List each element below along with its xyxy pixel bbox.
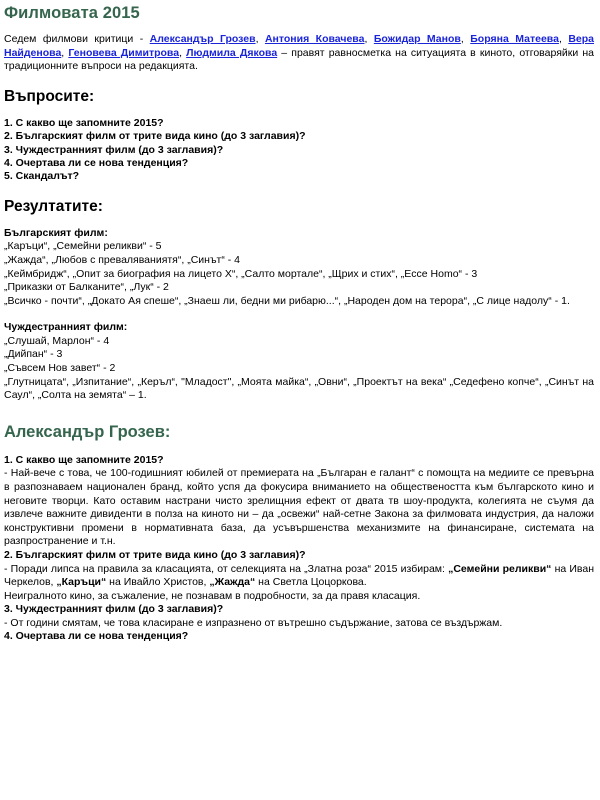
critic-qa-list: [4, 454, 594, 644]
bulgarian-film-line: „Каръци“, „Семейни реликви“ - 5: [4, 240, 162, 253]
questions-list: [4, 117, 594, 184]
critic-answer: [4, 563, 594, 590]
critic-link[interactable]: Людмила Дякова: [186, 46, 278, 59]
answer-text: - Най-вече с това, че 100-годишният юбилей от премиерата на „Българан е галант“ с помощта на медиите се превърна в разпознаваем национален бранд, който успя да фокусира вниманието на обществеността към българското кино и неговите творци. Като оставим настрани чисто зрелищния ефект от двата тв шоу-продукта, колегията не съумя да извлече важните дивиденти в полза на киното ни – да „освежи“ най-сетне Закона за филмовата индустрия, да наложи конструктивни промени в нормативната база, да усъвършенства механизмите на финансиране, системата на разпространение и т.н.: [4, 467, 594, 548]
foreign-film-line: „Глутницата“, „Изпитание“, „Керъл“, "Младост", „Моята майка“, „Овни“, „Проектът на века“ „Седефено копче“, „Синът на Саул“, „Солта на земята“ – 1.: [4, 375, 594, 402]
critic-question: 2. Българският филм от трите вида кино (до 3 заглавия)?: [4, 548, 306, 561]
critic-heading: Александър Грозев:: [4, 422, 171, 441]
foreign-film-line: „Съвсем Нов завет“ - 2: [4, 361, 116, 374]
page-title: Филмовата 2015: [4, 4, 140, 22]
critic-answer-extra: Неигралното кино, за съжаление, не познавам в подробности, за да правя класация.: [4, 589, 421, 602]
intro-paragraph: [4, 33, 594, 74]
film-title: „Семейни реликви“: [448, 562, 552, 575]
answer-text: на Светла Цоцоркова.: [255, 576, 367, 589]
question-item: 3. Чуждестранният филм (до 3 заглавия)?: [4, 143, 224, 156]
bulgarian-films-list: [4, 240, 594, 308]
bulgarian-film-line: „Жажда“, „Любов с преваляваниятя“, „Синът“ - 4: [4, 253, 240, 266]
link-separator: ,: [61, 46, 69, 59]
question-item: 5. Скандалът?: [4, 170, 80, 183]
critic-question: 1. С какво ще запомните 2015?: [4, 453, 164, 466]
bulgarian-film-line: „Приказки от Балканите“, „Лук“ - 2: [4, 281, 169, 294]
bulgarian-film-line: „Кеймбридж“, „Опит за биография на лицето Х“, „Салто мортале“, „Щрих и стих“, „Ecce Homo“ - 3: [4, 267, 478, 280]
bulgarian-films-block: [4, 227, 594, 308]
questions-heading: Въпросите:: [4, 87, 95, 105]
question-item: 4. Очертава ли се нова тенденция?: [4, 157, 189, 169]
intro-lead: Седем филмови критици -: [4, 33, 150, 45]
critic-question: 4. Очертава ли се нова тенденция?: [4, 630, 189, 643]
results-spacer: [4, 308, 594, 321]
link-separator: ,: [460, 33, 471, 45]
link-separator: ,: [179, 46, 187, 59]
answer-text: - Поради липса на правила за класацията, от селекцията на „Златна роза“ 2015 избирам:: [4, 562, 449, 575]
foreign-film-line: „Слушай, Марлон“ - 4: [4, 334, 110, 347]
critic-link[interactable]: Боряна Матеева: [470, 33, 559, 45]
critic-link[interactable]: Антония Ковачева: [264, 33, 365, 45]
foreign-films-subheading: Чуждестранният филм:: [4, 321, 128, 334]
critic-answer: [4, 617, 594, 631]
answer-text: на Ивайло Христов,: [106, 576, 210, 589]
foreign-film-line: „Дийпан“ - 3: [4, 348, 63, 361]
link-separator: ,: [558, 33, 569, 45]
critic-link[interactable]: Божидар Манов: [373, 33, 461, 45]
critic-question: 3. Чуждестранният филм (до 3 заглавия)?: [4, 603, 224, 616]
answer-text: на Иван Черкелов,: [4, 562, 595, 589]
foreign-films-block: [4, 321, 594, 402]
bulgarian-films-subheading: Българският филм:: [4, 226, 108, 239]
bulgarian-film-line: „Всичко - почти“, „Докато Ая спеше“, „Знаеш ли, бедни ми рибарю...“, „Народен дом на терора“, „С лице надолу“ - 1.: [4, 294, 570, 307]
film-title: „Жажда“: [209, 576, 256, 589]
answer-text: - От години смятам, че това класиране е изпразнено от вътрешно съдържание, затова се въздържам.: [4, 616, 503, 629]
results-heading: Резултатите:: [4, 197, 103, 215]
foreign-films-list: [4, 335, 594, 403]
question-item: 2. Българският филм от трите вида кино (до 3 заглавия)?: [4, 130, 306, 143]
critic-link[interactable]: Геновева Димитрова: [68, 46, 180, 59]
question-item: 1. С какво ще запомните 2015?: [4, 116, 164, 129]
link-separator: ,: [364, 33, 374, 45]
critic-link[interactable]: Александър Грозев: [149, 33, 256, 45]
film-title: „Каръци“: [56, 576, 107, 589]
intro-tail: – правят равносметка на ситуацията в киното, отговаряйки на традиционните въпроси на редакцията.: [4, 46, 594, 73]
link-separator: ,: [255, 33, 265, 45]
critic-link[interactable]: Вера Найденова: [4, 33, 594, 59]
critic-answer: [4, 467, 594, 549]
